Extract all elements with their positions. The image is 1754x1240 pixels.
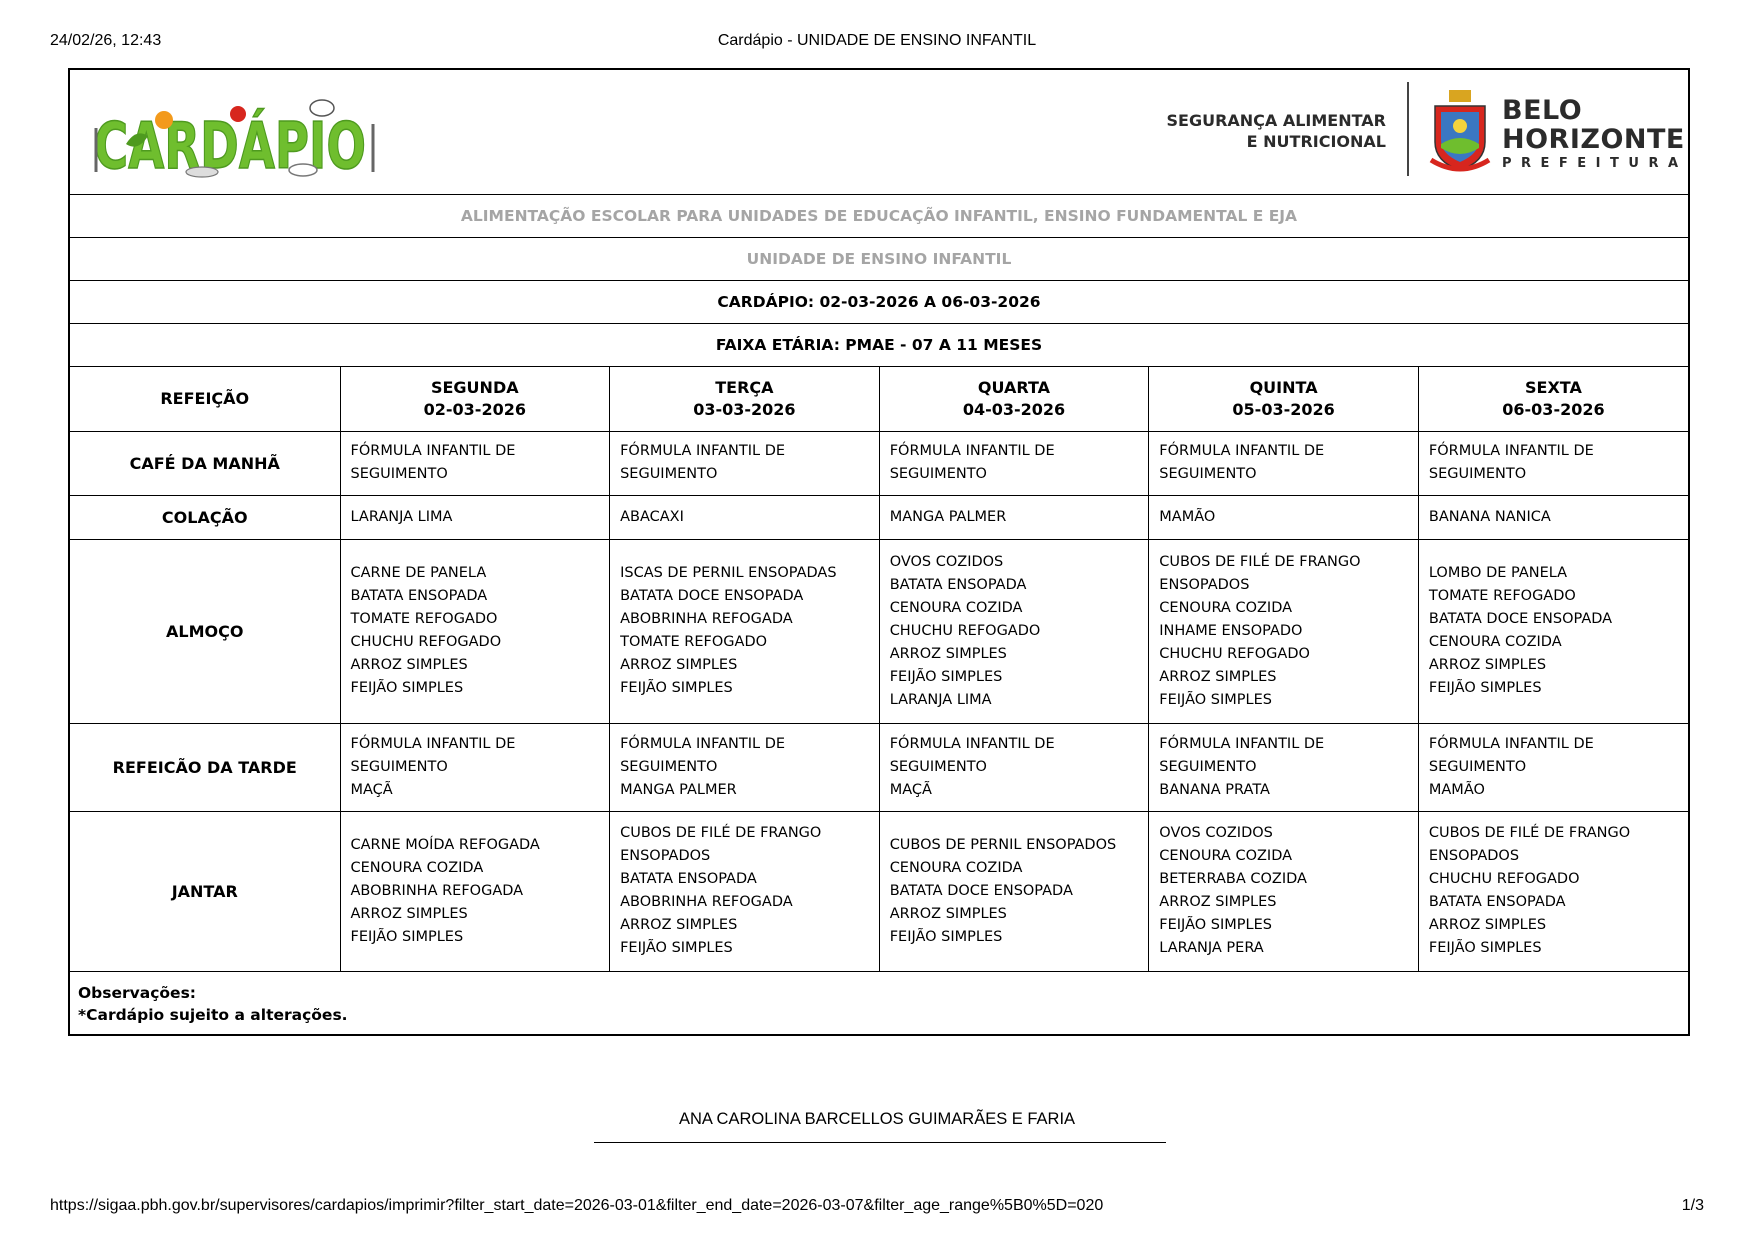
day-name: SEXTA [1525,377,1582,397]
print-url: https://sigaa.pbh.gov.br/supervisores/cardapios/imprimir?filter_start_date=2026-03-01&filter_end_date=2026-03-07&filter_age_range%5B0%5D=020 [50,1197,1104,1214]
day-name: QUARTA [977,377,1051,397]
menu-item: ARROZ SIMPLES [1159,668,1277,685]
bh-line-2: HORIZONTE [1502,124,1685,155]
observations [70,972,1688,1034]
menu-cell [610,495,880,539]
menu-item: INHAME ENSOPADO [1159,622,1303,639]
menu-item: BATATA DOCE ENSOPADA [889,882,1073,899]
menu-cell [879,495,1149,539]
menu-item: FEIJÃO SIMPLES [350,680,464,696]
menu-cell [340,495,610,539]
menu-item: BATATA DOCE ENSOPADA [1428,611,1613,627]
menu-item: ARROZ SIMPLES [1428,917,1547,933]
day-date: 06-03-2026 [1502,399,1605,419]
menu-item: FEIJÃO SIMPLES [620,680,733,696]
menu-item: OVOS COZIDOS [889,553,1004,570]
meal-row-jantar [70,811,1688,971]
menu-item: ARROZ SIMPLES [1428,657,1547,673]
day-header [879,367,1149,431]
menu-item: FÓRMULA INFANTIL DE SEGUIMENTO [889,735,1055,775]
orange-icon [155,111,173,129]
menu-cell [610,539,880,723]
menu-item: ABACAXI [620,508,684,525]
cardapio-logo-text: CARDÁPIO [94,110,468,184]
logo-divider [1407,82,1409,176]
menu-item: ISCAS DE PERNIL ENSOPADAS [620,565,837,581]
day-date: 05-03-2026 [1232,399,1335,419]
meal-row-almoco [70,539,1688,723]
menu-item: TOMATE REFOGADO [350,611,498,627]
menu-cell [1149,723,1419,811]
menu-cell [1418,495,1688,539]
meal-row-tarde [70,723,1688,811]
menu-table [70,367,1688,972]
pan-icon [186,167,218,177]
meal-name: ALMOÇO [70,539,340,723]
menu-item: FÓRMULA INFANTIL DE SEGUIMENTO [1159,735,1325,775]
seguranca-line-1: SEGURANÇA ALIMENTAR [1166,111,1386,130]
menu-item: BATATA DOCE ENSOPADA [620,588,804,604]
menu-item: BANANA NANICA [1428,508,1551,525]
menu-item: MAÇÃ [889,781,932,798]
menu-item: FEIJÃO SIMPLES [889,928,1003,945]
menu-item: CUBOS DE FILÉ DE FRANGO ENSOPADOS [1159,553,1361,593]
menu-item: CUBOS DE PERNIL ENSOPADOS [889,836,1117,853]
menu-item: ABOBRINHA REFOGADA [620,894,793,910]
menu-cell [879,723,1149,811]
menu-item: LOMBO DE PANELA [1428,565,1568,581]
menu-item: MANGA PALMER [620,781,737,798]
menu-item: ARROZ SIMPLES [350,905,468,922]
menu-item: FEIJÃO SIMPLES [1428,940,1542,956]
menu-cell [879,431,1149,495]
menu-cell [1149,811,1419,971]
menu-item: FÓRMULA INFANTIL DE SEGUIMENTO [889,443,1055,482]
seguranca-alimentar-logo [1166,110,1386,152]
menu-item: CENOURA COZIDA [1428,634,1562,650]
menu-cell [340,811,610,971]
menu-item: CUBOS DE FILÉ DE FRANGO ENSOPADOS [1428,825,1631,864]
print-datetime: 24/02/26, 12:43 [50,32,162,49]
meal-name: COLAÇÃO [70,495,340,539]
menu-item: FÓRMULA INFANTIL DE SEGUIMENTO [1428,735,1594,775]
menu-item: ARROZ SIMPLES [889,905,1007,922]
menu-item: CENOURA COZIDA [889,859,1023,876]
menu-cell [340,539,610,723]
meal-column-header: REFEIÇÃO [70,367,340,431]
unit-title: UNIDADE DE ENSINO INFANTIL [70,238,1688,281]
day-name: QUINTA [1249,377,1318,397]
menu-item: CENOURA COZIDA [1159,848,1293,864]
age-range-title: FAIXA ETÁRIA: PMAE - 07 A 11 MESES [70,324,1688,367]
signature-line [594,1142,1166,1143]
menu-cell [610,431,880,495]
menu-item: MANGA PALMER [889,508,1007,525]
menu-item: ABOBRINHA REFOGADA [620,611,793,627]
menu-cell [1149,539,1419,723]
menu-cell [610,723,880,811]
print-doc-title: Cardápio - UNIDADE DE ENSINO INFANTIL [717,32,1037,49]
meal-name: CAFÉ DA MANHÃ [70,431,340,495]
bh-line-1: BELO [1502,95,1583,126]
cardapio-logo [90,90,468,184]
menu-cell [879,811,1149,971]
bh-line-3: PREFEITURA [1502,156,1688,171]
period-title: CARDÁPIO: 02-03-2026 A 06-03-2026 [70,281,1688,324]
tomato-icon [230,106,246,122]
observations-note: *Cardápio sujeito a alterações. [78,1005,348,1024]
bh-crest-icon [1427,88,1493,174]
menu-item: BATATA ENSOPADA [889,576,1027,593]
menu-item: FÓRMULA INFANTIL DE SEGUIMENTO [620,735,786,775]
menu-item: FEIJÃO SIMPLES [1159,917,1272,933]
menu-item: CHUCHU REFOGADO [1159,645,1310,662]
day-date: 02-03-2026 [423,399,526,419]
menu-cell [340,723,610,811]
menu-cell [1418,811,1688,971]
menu-cell [1149,431,1419,495]
menu-item: LARANJA LIMA [350,508,453,525]
menu-cell [1418,431,1688,495]
observations-title: Observações: [78,983,196,1002]
menu-cell [1418,539,1688,723]
menu-item: CARNE MOÍDA REFOGADA [350,836,540,853]
menu-item: LARANJA PERA [1159,940,1264,956]
menu-item: FÓRMULA INFANTIL DE SEGUIMENTO [1428,443,1594,482]
program-title: ALIMENTAÇÃO ESCOLAR PARA UNIDADES DE EDUCAÇÃO INFANTIL, ENSINO FUNDAMENTAL E EJA [70,195,1688,238]
menu-item: LARANJA LIMA [889,691,992,708]
menu-document [68,68,1690,1036]
menu-item: FEIJÃO SIMPLES [350,928,464,945]
meal-name: REFEICÃO DA TARDE [70,723,340,811]
menu-cell [610,811,880,971]
meal-row-colacao [70,495,1688,539]
page-number: 1/3 [1681,1197,1704,1214]
day-header [1149,367,1419,431]
pot-icon [289,164,317,176]
menu-item: CARNE DE PANELA [350,565,487,581]
day-header [1418,367,1688,431]
menu-item: BANANA PRATA [1159,781,1270,798]
day-header [340,367,610,431]
signature-name: ANA CAROLINA BARCELLOS GUIMARÃES E FARIA [678,1110,1076,1128]
menu-cell [1418,723,1688,811]
logo-row [70,70,1688,195]
menu-item: CENOURA COZIDA [1159,599,1293,616]
menu-item: CENOURA COZIDA [889,599,1023,616]
menu-item: FEIJÃO SIMPLES [1428,680,1542,696]
menu-item: ARROZ SIMPLES [620,917,738,933]
menu-item: OVOS COZIDOS [1159,825,1273,841]
menu-item: FÓRMULA INFANTIL DE SEGUIMENTO [350,443,516,482]
menu-item: BATATA ENSOPADA [1428,894,1566,910]
menu-item: FÓRMULA INFANTIL DE SEGUIMENTO [620,443,786,482]
menu-item: ABOBRINHA REFOGADA [350,882,524,899]
menu-item: ARROZ SIMPLES [350,657,468,673]
menu-item: MAMÃO [1428,781,1485,798]
meal-row-cafe [70,431,1688,495]
day-name: SEGUNDA [430,377,519,397]
menu-cell [1149,495,1419,539]
menu-item: FEIJÃO SIMPLES [889,668,1003,685]
menu-item: CHUCHU REFOGADO [889,622,1041,639]
chef-hat-icon [310,100,334,116]
menu-item: FÓRMULA INFANTIL DE SEGUIMENTO [1159,443,1325,482]
meal-name: JANTAR [70,811,340,971]
menu-item: FEIJÃO SIMPLES [1159,691,1272,708]
menu-item: BATATA ENSOPADA [350,588,488,604]
day-name: TERÇA [715,377,774,397]
menu-cell [879,539,1149,723]
menu-item: BATATA ENSOPADA [620,871,757,887]
menu-item: ARROZ SIMPLES [620,657,738,673]
menu-item: FÓRMULA INFANTIL DE SEGUIMENTO [350,735,516,775]
day-date: 04-03-2026 [962,399,1066,419]
day-date: 03-03-2026 [693,399,796,419]
menu-item: BETERRABA COZIDA [1159,871,1307,887]
menu-item: CHUCHU REFOGADO [350,634,502,650]
menu-item: TOMATE REFOGADO [620,634,768,650]
day-header [610,367,880,431]
menu-item: CENOURA COZIDA [350,859,484,876]
table-header-row [70,367,1688,431]
menu-item: MAÇÃ [350,781,393,798]
menu-item: CHUCHU REFOGADO [1428,871,1580,887]
menu-item: TOMATE REFOGADO [1428,588,1576,604]
menu-item: MAMÃO [1159,508,1216,525]
menu-item: CUBOS DE FILÉ DE FRANGO ENSOPADOS [620,825,822,864]
menu-item: FEIJÃO SIMPLES [620,940,733,956]
menu-cell [340,431,610,495]
menu-item: ARROZ SIMPLES [1159,894,1277,910]
seguranca-line-2: E NUTRICIONAL [1246,132,1386,151]
belo-horizonte-logo [1502,96,1688,171]
print-header [50,32,1704,54]
menu-item: ARROZ SIMPLES [889,645,1007,662]
print-footer [50,1197,1704,1219]
